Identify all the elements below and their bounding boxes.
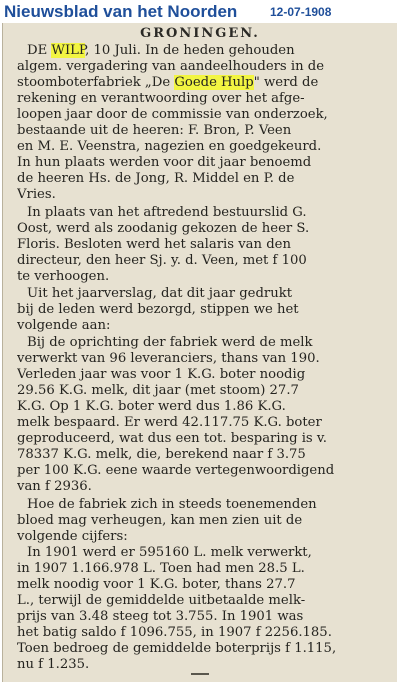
publication-date: 12-07-1908 (270, 5, 332, 19)
text-line: Hoe de fabriek zich in steeds toenemenden (27, 497, 317, 512)
highlighted-term: Goede Hulp (174, 75, 254, 90)
text-line: te verhoogen. (17, 269, 110, 284)
text-run: stoomboterfabriek „De (17, 75, 175, 90)
text-line: L., terwijl de gemiddelde uitbetaalde melk- (17, 593, 306, 608)
article-end-rule (191, 673, 209, 675)
text-line: en M. E. Veenstra, nagezien en goedgekeurd. (17, 139, 322, 154)
text-line: nu f 1.235. (17, 657, 90, 672)
text-line: bestaande uit de heeren: F. Bron, P. Veen (17, 123, 292, 138)
text-line: rekening en verantwoording over het afge- (17, 91, 305, 106)
section-heading: GRONINGEN. (140, 26, 260, 41)
text-run: " werd de (253, 75, 319, 90)
text-line: In hun plaats werden voor dit jaar benoemd (17, 155, 312, 170)
text-line: Verleden jaar was voor 1 K.G. boter noodig (17, 367, 306, 382)
text-line: in 1907 1.166.978 L. Toen had men 28.5 L. (17, 561, 305, 576)
text-line: loopen jaar door de commissie van onderzoek, (17, 107, 328, 122)
text-line: 78337 K.G. melk, die, berekend naar f 3.75 (17, 447, 306, 462)
newspaper-title: Nieuwsblad van het Noorden (4, 2, 238, 21)
paragraph-1 (17, 43, 389, 203)
text-line: 29.56 K.G. melk, dit jaar (met stoom) 27.7 (17, 383, 299, 398)
text-line: melk bespaard. Er werd 42.117.75 K.G. boter (17, 415, 322, 430)
paragraph-5 (17, 497, 389, 545)
text-line: Bij de oprichting der fabriek werd de melk (27, 335, 313, 350)
text-line: volgende cijfers: (17, 529, 128, 544)
text-line: In 1901 werd er 595160 L. melk verwerkt, (27, 545, 312, 560)
text-line: prijs van 3.48 steeg tot 3.755. In 1901 was (17, 609, 304, 624)
paragraph-4 (17, 335, 389, 495)
text-line: van f 2936. (17, 479, 92, 494)
paragraph-6 (17, 545, 389, 673)
text-line: Vries. (17, 187, 56, 202)
text-line: melk noodig voor 1 K.G. boter, thans 27.7 (17, 577, 296, 592)
text-line: algem. vergadering van aandeelhouders in de (17, 59, 325, 74)
newspaper-header (0, 0, 400, 24)
text-line: Floris. Besloten werd het salaris van den (17, 237, 291, 252)
highlighted-term: WILP (51, 43, 86, 58)
text-line: bij de leden werd bezorgd, stippen we het (17, 302, 299, 317)
text-line: Uit het jaarverslag, dat dit jaar gedrukt (27, 286, 292, 301)
text-run: DE (27, 43, 52, 58)
text-line: volgende aan: (17, 318, 111, 333)
text-line: directeur, den heer Sj. y. d. Veen, met f 100 (17, 253, 307, 268)
text-line: In plaats van het aftredend bestuurslid G. (27, 205, 307, 220)
text-line: verwerkt van 96 leveranciers, thans van 190. (17, 351, 320, 366)
text-line (17, 43, 389, 59)
text-line (17, 75, 389, 91)
text-line: Toen bedroeg de gemiddelde boterprijs f 1.115, (17, 641, 337, 656)
text-line: de heeren Hs. de Jong, R. Middel en P. de (17, 171, 295, 186)
paragraph-3 (17, 286, 389, 334)
text-line: Oost, werd als zoodanig gekozen de heer S. (17, 221, 310, 236)
newspaper-clipping (2, 23, 397, 682)
text-line: bloed mag verheugen, kan men zien uit de (17, 513, 303, 528)
paragraph-2 (17, 205, 389, 285)
text-run: , 10 Juli. In de heden gehouden (85, 43, 295, 58)
text-line: het batig saldo f 1096.755, in 1907 f 2256.185. (17, 625, 332, 640)
text-line: geproduceerd, wat dus een tot. besparing is v. (17, 431, 327, 446)
text-line: per 100 K.G. eene waarde vertegenwoordigend (17, 463, 335, 478)
text-line: K.G. Op 1 K.G. boter werd dus 1.86 K.G. (17, 399, 286, 414)
